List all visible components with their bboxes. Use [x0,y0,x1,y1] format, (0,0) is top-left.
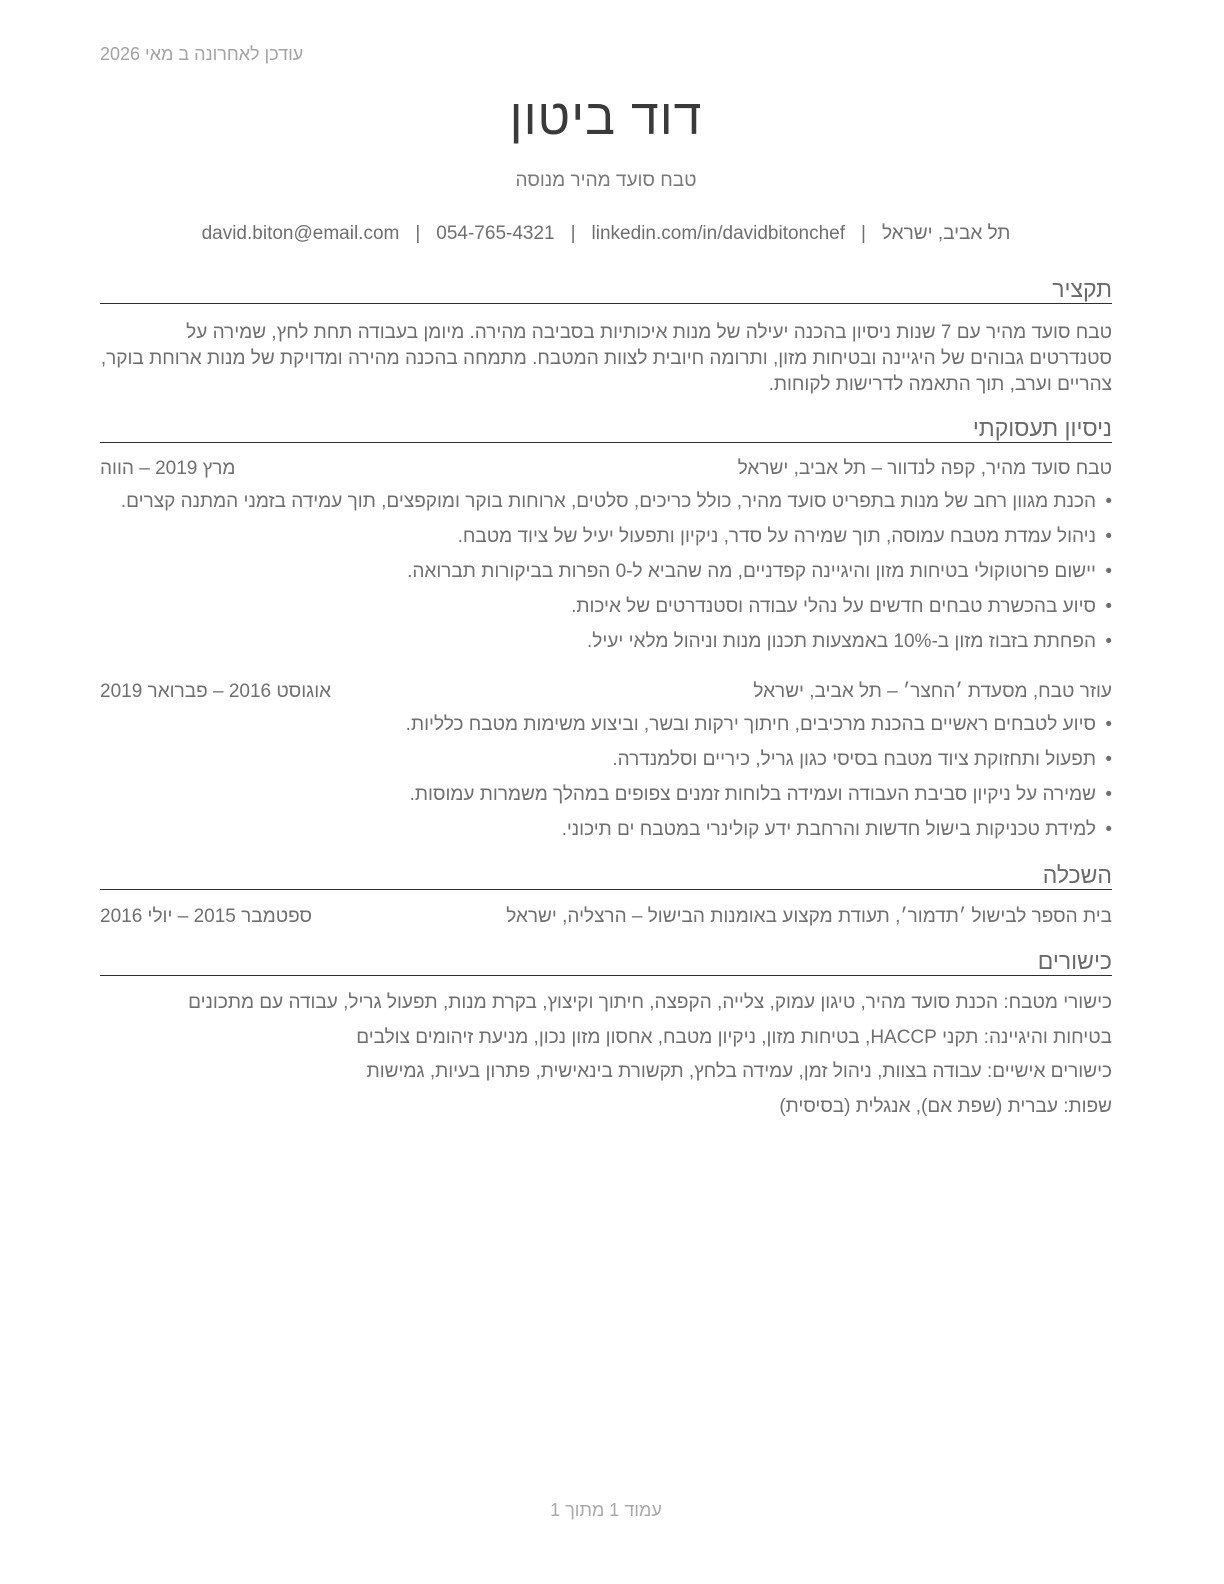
bullet-text: סיוע לטבחים ראשיים בהכנת מרכיבים, חיתוך ירקות ובשר, וביצוע משימות מטבח כלליות. [405,714,1096,735]
job-dates: אוגוסט 2016 – פברואר 2019 [100,681,332,702]
skills-list [100,990,1112,1128]
section-heading-education: השכלה [100,862,1112,890]
education-dates: ספטמבר 2015 – יולי 2016 [100,906,312,927]
last-updated-note: עודכן לאחרונה ב מאי 2026 [100,44,304,64]
job-dates: מרץ 2019 – הווה [100,458,236,479]
list-item [100,629,1112,664]
bullet-icon: • [1105,491,1112,512]
job-header [100,458,1112,484]
bullet-text: תפעול ותחזוקת ציוד מטבח בסיסי כגון גריל, כיריים וסלמנדרה. [612,749,1096,770]
list-item [100,489,1112,524]
job-header [100,681,1112,707]
education-entry [100,906,1112,932]
job-role: טבח סועד מהיר, קפה לנדוור – תל אביב, ישראל [737,458,1112,479]
bullet-text: סיוע בהכשרת טבחים חדשים על נהלי עבודה וסטנדרטים של איכות. [571,596,1096,617]
list-item [100,712,1112,747]
contact-separator: | [570,223,576,244]
contact-line [100,223,1112,245]
education-institution: בית הספר לבישול ׳תדמור׳, תעודת מקצוע באומנות הבישול – הרצליה, ישראל [506,906,1112,927]
bullet-icon: • [1105,526,1112,547]
candidate-name: דוד ביטון [509,89,703,145]
bullet-icon: • [1105,631,1112,652]
bullet-text: הפחתת בזבוז מזון ב-10% באמצעות תכנון מנות וניהול מלאי יעיל. [587,631,1096,652]
skills-row: בטיחות והיגיינה: תקני HACCP, בטיחות מזון, ניקיון מטבח, אחסון מזון נכון, מניעת זיהומים צולבים [356,1026,1112,1048]
bullet-icon: • [1105,784,1112,805]
bullet-icon: • [1105,596,1112,617]
contact-email[interactable]: david.biton@email.com [201,223,400,244]
bullet-icon: • [1105,819,1112,840]
list-item [100,594,1112,629]
list-item [100,817,1112,852]
skills-row: כישורי מטבח: הכנת סועד מהיר, טיגון עמוק, צלייה, הקפצה, חיתוך וקיצוץ, בקרת מנות, תפעול גריל, עבודה עם מתכונים [188,992,1112,1013]
skills-row: כישורים אישיים: עבודה בצוות, ניהול זמן, עמידה בלחץ, תקשורת בינאישית, פתרון בעיות, גמישות [366,1061,1112,1082]
contact-linkedin[interactable]: linkedin.com/in/davidbitonchef [591,223,846,244]
bullet-text: למידת טכניקות בישול חדשות והרחבת ידע קולינרי במטבח ים תיכוני. [561,819,1096,840]
contact-location: תל אביב, ישראל [881,223,1011,244]
bullet-icon: • [1105,561,1112,582]
bullet-text: הכנת מגוון רחב של מנות בתפריט סועד מהיר, כולל כריכים, סלטים, ארוחות בוקר ומוקפצים, תוך עמידה בזמני המתנה קצרים. [120,491,1096,512]
job-role: עוזר טבח, מסעדת ׳החצר׳ – תל אביב, ישראל [753,681,1112,702]
job-bullets [100,489,1112,664]
bullet-icon: • [1105,714,1112,735]
resume-page [100,0,1112,1584]
list-item [100,782,1112,817]
contact-separator: | [861,223,866,244]
list-item [100,747,1112,782]
section-heading-skills: כישורים [100,948,1112,976]
bullet-text: שמירה על ניקיון סביבת העבודה ועמידה בלוחות זמנים צפופים במהלך משמרות עמוסות. [409,784,1096,805]
candidate-title: טבח סועד מהיר מנוסה [515,170,697,191]
bullet-text: ניהול עמדת מטבח עמוסה, תוך שמירה על סדר, ניקיון ותפעול יעיל של ציוד מטבח. [457,526,1096,547]
page-number: עמוד 1 מתוך 1 [550,1500,662,1520]
bullet-text: יישום פרוטוקולי בטיחות מזון והיגיינה קפדניים, מה שהביא ל-0 הפרות בביקורות תברואה. [407,561,1096,582]
job-bullets [100,712,1112,852]
contact-separator: | [415,223,421,244]
list-item [100,524,1112,559]
section-heading-experience: ניסיון תעסוקתי [100,415,1112,443]
list-item [100,559,1112,594]
bullet-icon: • [1105,749,1112,770]
section-heading-summary: תקציר [100,276,1112,304]
summary-text: טבח סועד מהיר עם 7 שנות ניסיון בהכנה יעילה של מנות איכותיות בסביבה מהירה. מיומן בעבודה תחת לחץ, שמירה על סטנדרטים גבוהים של היגיינה ובטיחות מזון, ותרומה חיובית לצוות המטבח. מתמחה בהכנה מהירה ומדויקת של מנות ארוחת בוקר, צהריים וערב, תוך התאמה לדרישות לקוחות. [100,322,1112,395]
skills-row: שפות: עברית (שפת אם), אנגלית (בסיסית) [779,1095,1112,1117]
contact-phone[interactable]: 054-765-4321 [436,223,555,244]
